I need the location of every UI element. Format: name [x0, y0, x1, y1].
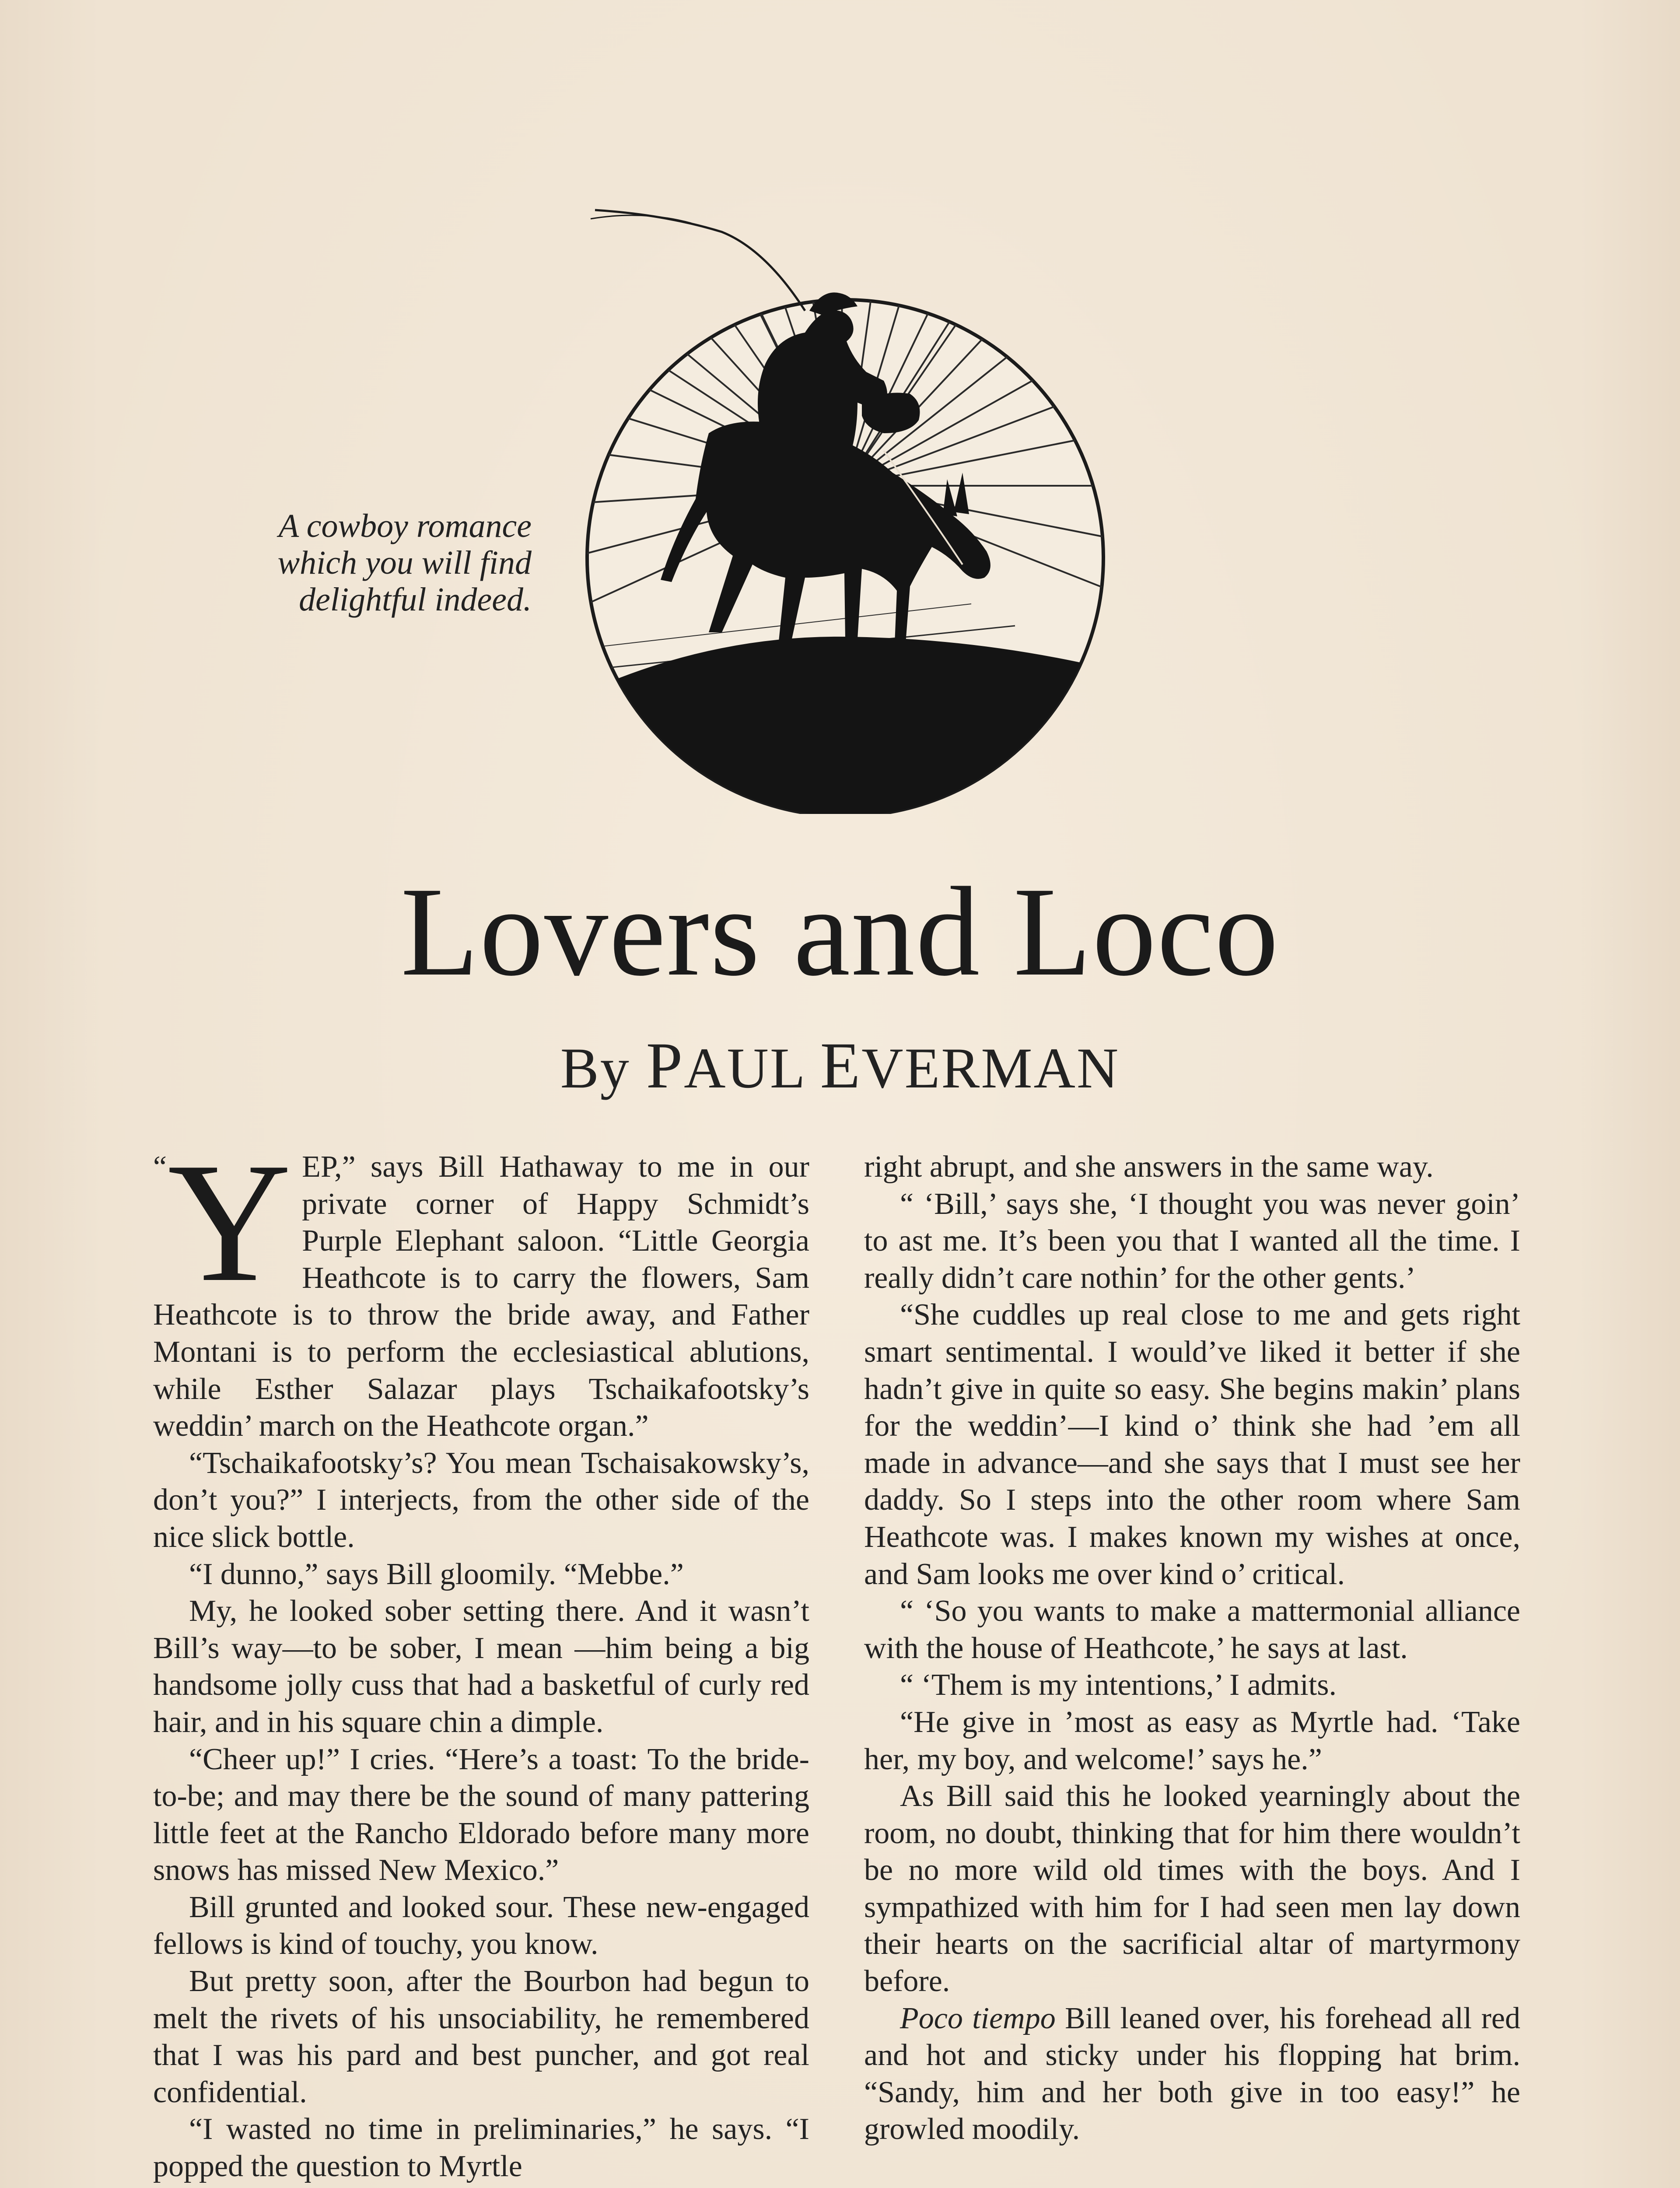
right-column [864, 1149, 1520, 2148]
lariat [595, 210, 805, 311]
paragraph [153, 1127, 809, 1445]
paragraph: But pretty soon, after the Bourbon had begun to melt the rivets of his unsociability, he remembered that I was his pard and best puncher, and got real confidential. [153, 1964, 809, 2109]
tagline [199, 508, 532, 618]
paragraph: “I dunno,” says Bill gloomily. “Mebbe.” [189, 1557, 684, 1591]
paragraph: “Cheer up!” I cries. “Here’s a toast: To the bride-to-be; and may there be the sound of many pattering little feet at the Rancho Eldorado before many more snows has missed New Mexico.” [153, 1742, 809, 1887]
paragraph: “Tschaikafootsky’s? You mean Tschaisakowsky’s, don’t you?” I interjects, from the other side of the nice slick bottle. [153, 1446, 809, 1554]
paragraph: As Bill said this he looked yearningly about the room, no doubt, thinking that for him there wouldn’t be no more wild old times with the boys. And I sympathized with him for I had seen men lay down their hearts on the sacrificial altar of martyrmony before. [864, 1779, 1520, 1999]
paragraph: “He give in ’most as easy as Myrtle had. ‘Take her, my boy, and welcome!’ says he.” [864, 1705, 1520, 1776]
paragraph [864, 2000, 1520, 2148]
paragraph: Bill grunted and looked sour. These new-engaged fellows is kind of touchy, you know. [153, 1890, 809, 1961]
story-title: Lovers and Loco [400, 861, 1280, 1003]
paragraph: “ ‘So you wants to make a mattermonial alliance with the house of Heathcote,’ he says at last. [864, 1594, 1520, 1665]
paragraph-text: Bill leaned over, his forehead all red and hot and sticky under his flopping hat brim. “Sandy, him and her both give in too easy!” he growled moodily. [864, 2001, 1520, 2146]
paragraph: My, he looked sober setting there. And it wasn’t Bill’s way—to be sober, I mean —him being a big handsome jolly cuss that had a basketful of curly red hair, and in his square chin a dimple. [153, 1594, 809, 1739]
paragraph-text: EP,” says Bill Hathaway to me in our private corner of Happy Schmidt’s Purple Elephant saloon. “Little Georgia Heathcote is to carry the flowers, Sam Heathcote is to throw the bride away, and Father Montani is to perform the ecclesiastical ablutions, while Esther Salazar plays Tschaikafootsky’s weddin’ march on the Heathcote organ.” [153, 1150, 809, 1443]
italic-phrase: Poco tiempo [900, 2001, 1056, 2035]
cowboy-illustration [578, 206, 1111, 814]
tagline-line: A cowboy romance [278, 508, 532, 544]
byline-by: By [560, 1036, 630, 1100]
paragraph: right abrupt, and she answers in the same way. [864, 1150, 1434, 1184]
left-column [153, 1127, 809, 2185]
author-first-name: PAUL [646, 1029, 805, 1102]
drop-cap: Y [168, 1127, 292, 1317]
author-last-name: EVERMAN [820, 1029, 1120, 1102]
paragraph: “She cuddles up real close to me and gets right smart sentimental. I would’ve liked it better if she hadn’t give in quite so easy. She begins makin’ plans for the weddin’—I kind o’ think she had ’em all made in advance—and she says that I must see her daddy. So I steps into the other room where Sam Heathcote was. I makes known my wishes at once, and Sam looks me over kind o’ critical. [864, 1298, 1520, 1591]
tagline-line: which you will find [277, 544, 532, 581]
tagline-line: delightful indeed. [299, 581, 532, 618]
opening-quote: “ [153, 1150, 167, 1184]
byline [0, 1029, 1680, 1102]
paragraph: “I wasted no time in preliminaries,” he says. “I popped the question to Myrtle [153, 2112, 809, 2184]
author-name [646, 1029, 1120, 1102]
paragraph: “ ‘Them is my intentions,’ I admits. [900, 1668, 1337, 1702]
paragraph: “ ‘Bill,’ says she, ‘I thought you was never goin’ to ast me. It’s been you that I wanted all the time. I really didn’t care nothin’ for the other gents.’ [864, 1187, 1520, 1295]
